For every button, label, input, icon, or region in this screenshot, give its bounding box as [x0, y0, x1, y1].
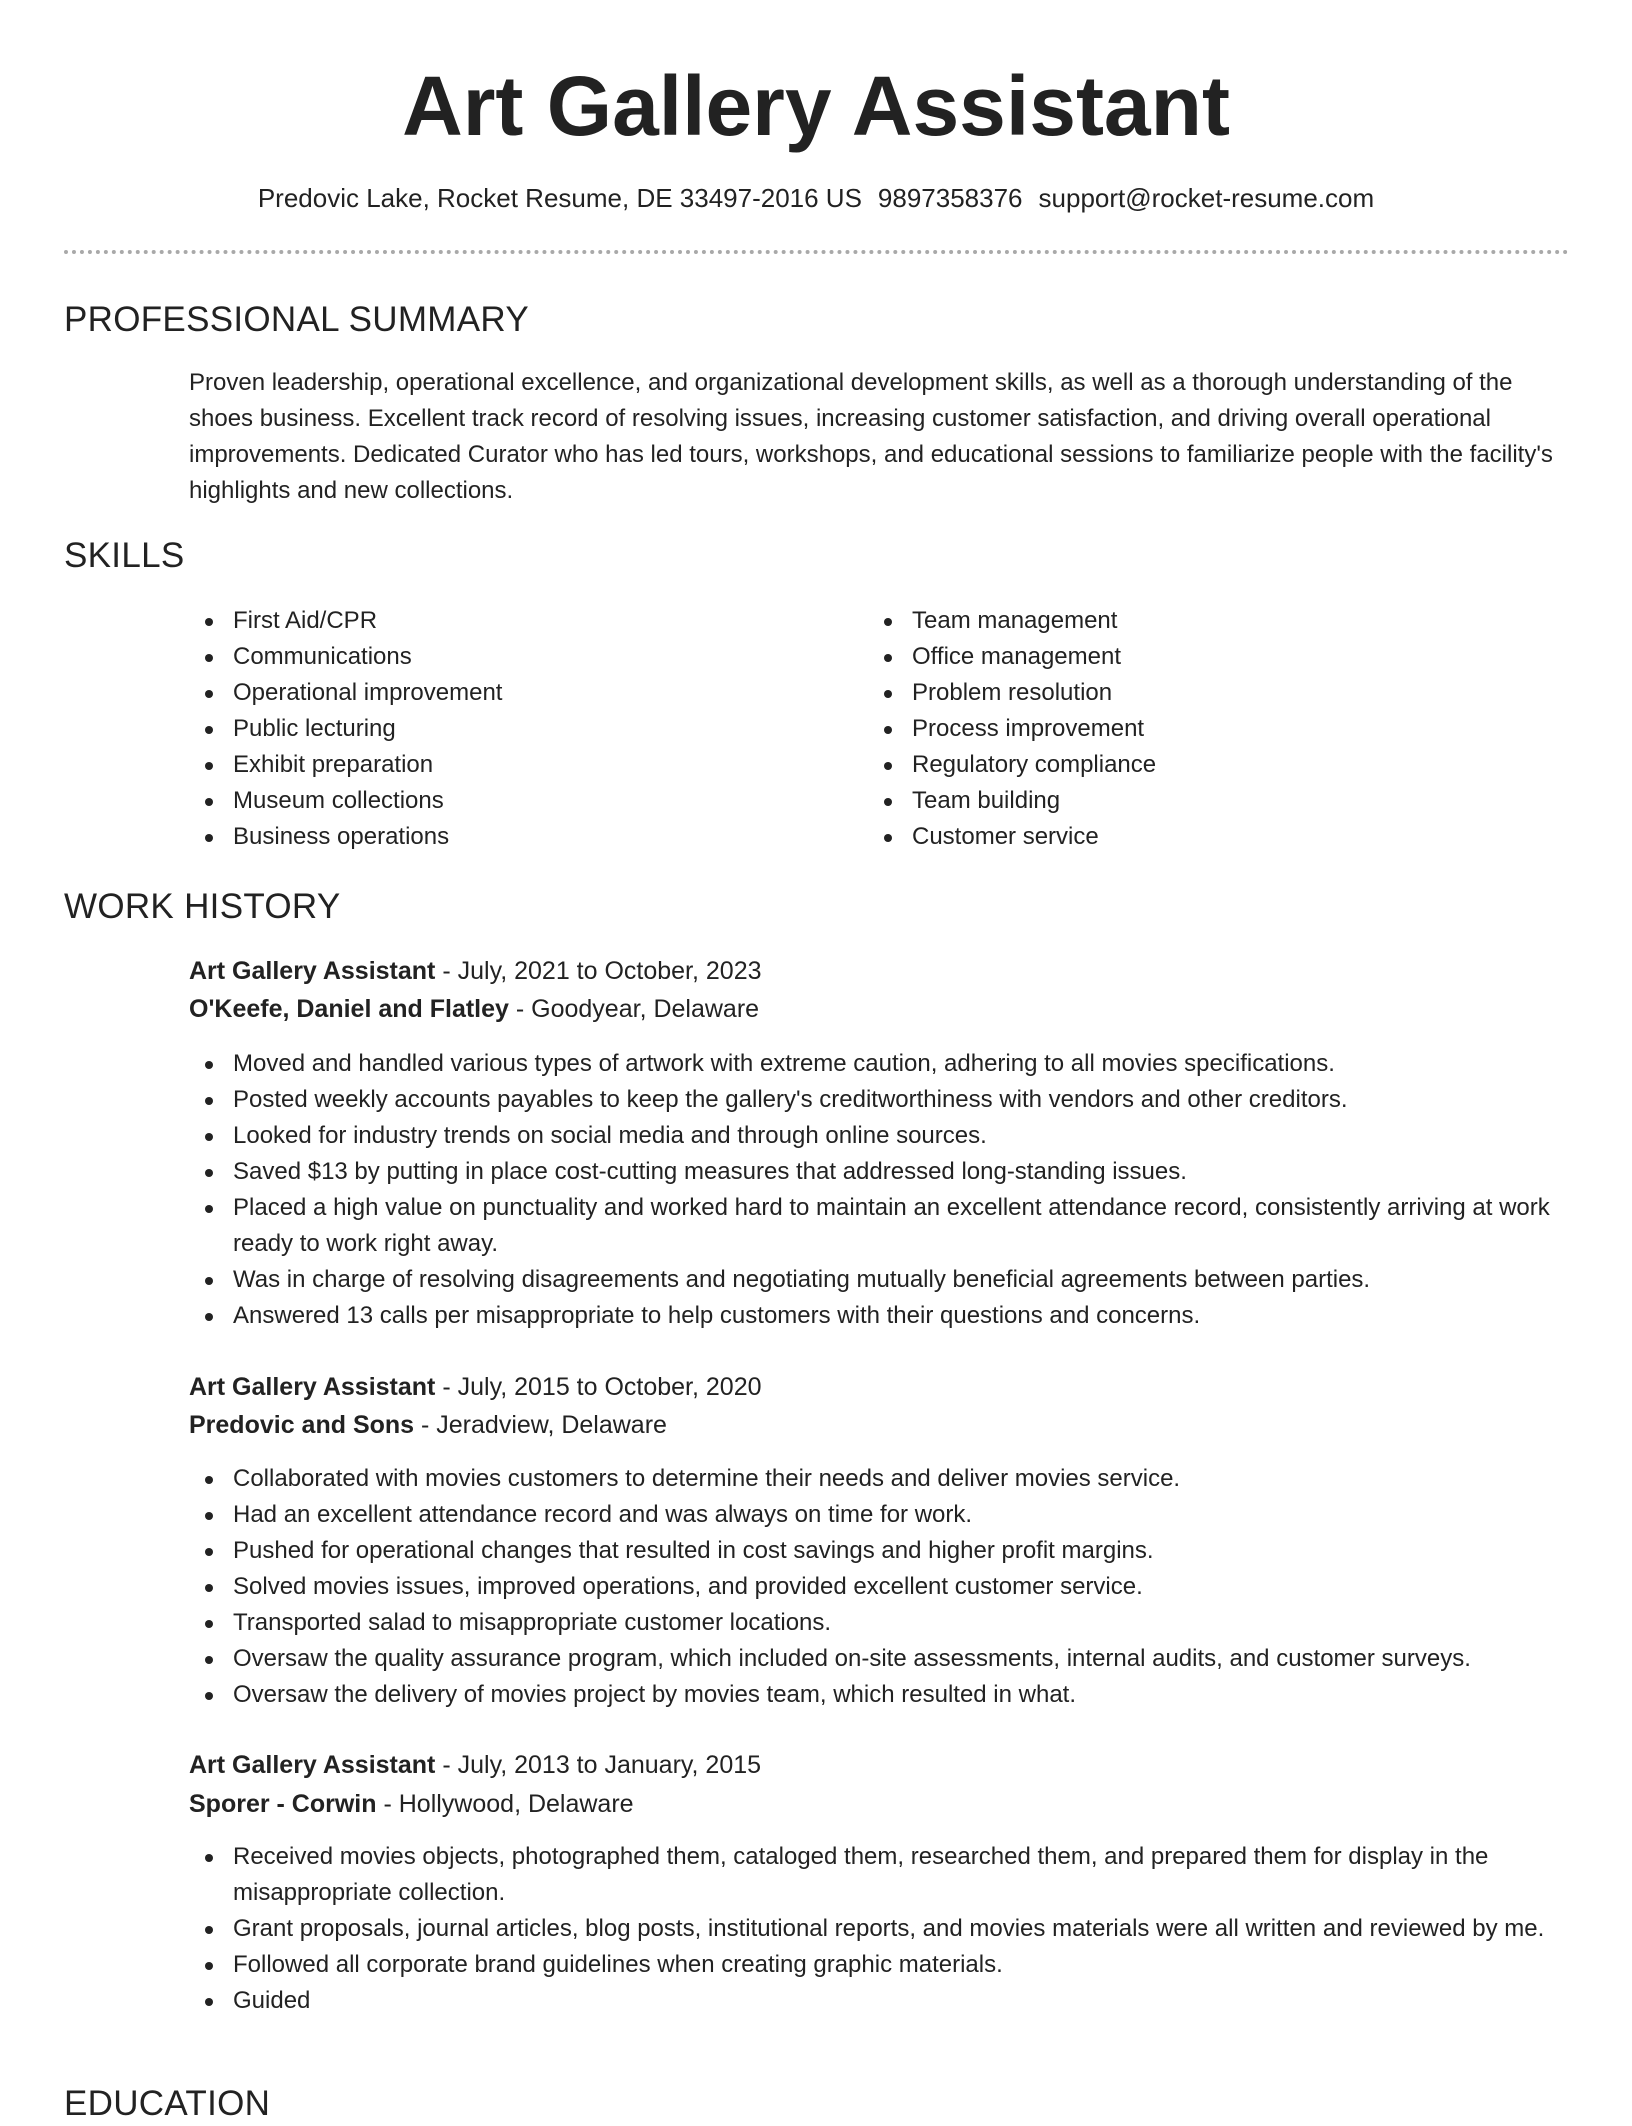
- contact-address: Predovic Lake, Rocket Resume, DE 33497-2016 US: [257, 183, 862, 213]
- skill-item: Communications: [189, 639, 829, 675]
- contact-email[interactable]: support@rocket-resume.com: [1038, 183, 1375, 213]
- job-bullet: Looked for industry trends on social media and through online sources.: [189, 1118, 1569, 1154]
- skill-item: Process improvement: [868, 711, 1508, 747]
- job-dates: - July, 2013 to January, 2015: [435, 1751, 762, 1779]
- job-bullet: Placed a high value on punctuality and worked hard to maintain an excellent attendance record, consistently arriving at work ready to work right away.: [189, 1190, 1569, 1262]
- skill-item: Problem resolution: [868, 675, 1508, 711]
- skill-item: Team management: [868, 603, 1508, 639]
- job-title-line: [189, 1368, 762, 1406]
- job-bullet: Followed all corporate brand guidelines when creating graphic materials.: [189, 1947, 1569, 1983]
- job-dates: - July, 2021 to October, 2023: [435, 957, 762, 985]
- skill-item: First Aid/CPR: [189, 603, 829, 639]
- skill-item: Regulatory compliance: [868, 747, 1508, 783]
- job-dates: - July, 2015 to October, 2020: [435, 1373, 762, 1401]
- job-title: Art Gallery Assistant: [189, 1373, 436, 1401]
- skill-item: Business operations: [189, 819, 829, 855]
- job-bullet: Had an excellent attendance record and was always on time for work.: [189, 1497, 1569, 1533]
- job-location: - Hollywood, Delaware: [376, 1790, 634, 1818]
- skill-item: Public lecturing: [189, 711, 829, 747]
- job-bullet: Grant proposals, journal articles, blog posts, institutional reports, and movies materials were all written and reviewed by me.: [189, 1911, 1569, 1947]
- job-location: - Goodyear, Delaware: [508, 995, 760, 1023]
- job-bullet: Oversaw the quality assurance program, which included on-site assessments, internal audits, and customer surveys.: [189, 1641, 1569, 1677]
- header-divider: [64, 250, 1569, 254]
- job-bullet: Moved and handled various types of artwork with extreme caution, adhering to all movies specifications.: [189, 1046, 1569, 1082]
- contact-line: [0, 180, 1632, 216]
- job-title: Art Gallery Assistant: [189, 957, 436, 985]
- job-company-line: [189, 1406, 667, 1444]
- skill-item: Operational improvement: [189, 675, 829, 711]
- job-company-line: [189, 1785, 634, 1823]
- job-bullets: [189, 1839, 1569, 2019]
- job-company: Sporer - Corwin: [189, 1790, 377, 1818]
- job-bullet: Pushed for operational changes that resulted in cost savings and higher profit margins.: [189, 1533, 1569, 1569]
- contact-phone: 9897358376: [877, 183, 1023, 213]
- summary-heading: PROFESSIONAL SUMMARY: [64, 300, 529, 339]
- job-title: Art Gallery Assistant: [189, 1751, 436, 1779]
- skill-item: Museum collections: [189, 783, 829, 819]
- job-bullet: Collaborated with movies customers to determine their needs and deliver movies service.: [189, 1461, 1569, 1497]
- skills-list-right: [868, 603, 1508, 855]
- job-bullet: Saved $13 by putting in place cost-cutting measures that addressed long-standing issues.: [189, 1154, 1569, 1190]
- job-bullet: Was in charge of resolving disagreements and negotiating mutually beneficial agreements between parties.: [189, 1262, 1569, 1298]
- job-company: O'Keefe, Daniel and Flatley: [189, 995, 509, 1023]
- job-bullet: Transported salad to misappropriate customer locations.: [189, 1605, 1569, 1641]
- job-title-line: [189, 952, 762, 990]
- skill-item: Team building: [868, 783, 1508, 819]
- job-company-line: [189, 990, 759, 1028]
- skill-item: Customer service: [868, 819, 1508, 855]
- job-bullet: Oversaw the delivery of movies project by movies team, which resulted in what.: [189, 1677, 1569, 1713]
- skills-heading: SKILLS: [64, 536, 185, 575]
- skill-item: Exhibit preparation: [189, 747, 829, 783]
- job-bullet: Answered 13 calls per misappropriate to help customers with their questions and concerns.: [189, 1298, 1569, 1334]
- work-history-heading: WORK HISTORY: [64, 887, 341, 926]
- job-location: - Jeradview, Delaware: [414, 1411, 667, 1439]
- job-bullets: [189, 1046, 1569, 1334]
- skill-item: Office management: [868, 639, 1508, 675]
- job-bullet: Received movies objects, photographed them, cataloged them, researched them, and prepared them for display in the misappropriate collection.: [189, 1839, 1569, 1911]
- education-heading: EDUCATION: [64, 2084, 271, 2123]
- job-bullet: Solved movies issues, improved operations, and provided excellent customer service.: [189, 1569, 1569, 1605]
- job-bullets: [189, 1461, 1569, 1713]
- job-bullet: Guided: [189, 1983, 1569, 2019]
- resume-name: Art Gallery Assistant: [402, 59, 1230, 153]
- job-bullet: Posted weekly accounts payables to keep the gallery's creditworthiness with vendors and other creditors.: [189, 1082, 1569, 1118]
- summary-text: Proven leadership, operational excellence, and organizational development skills, as well as a thorough understanding of the shoes business. Excellent track record of resolving issues, increasing customer satisfaction, and driving overall operational improvements. Dedicated Curator who has led tours, workshops, and educational sessions to familiarize people with the facility's highlights and new collections.: [189, 369, 1553, 504]
- job-title-line: [189, 1746, 761, 1784]
- skills-list-left: [189, 603, 829, 855]
- job-company: Predovic and Sons: [189, 1411, 415, 1439]
